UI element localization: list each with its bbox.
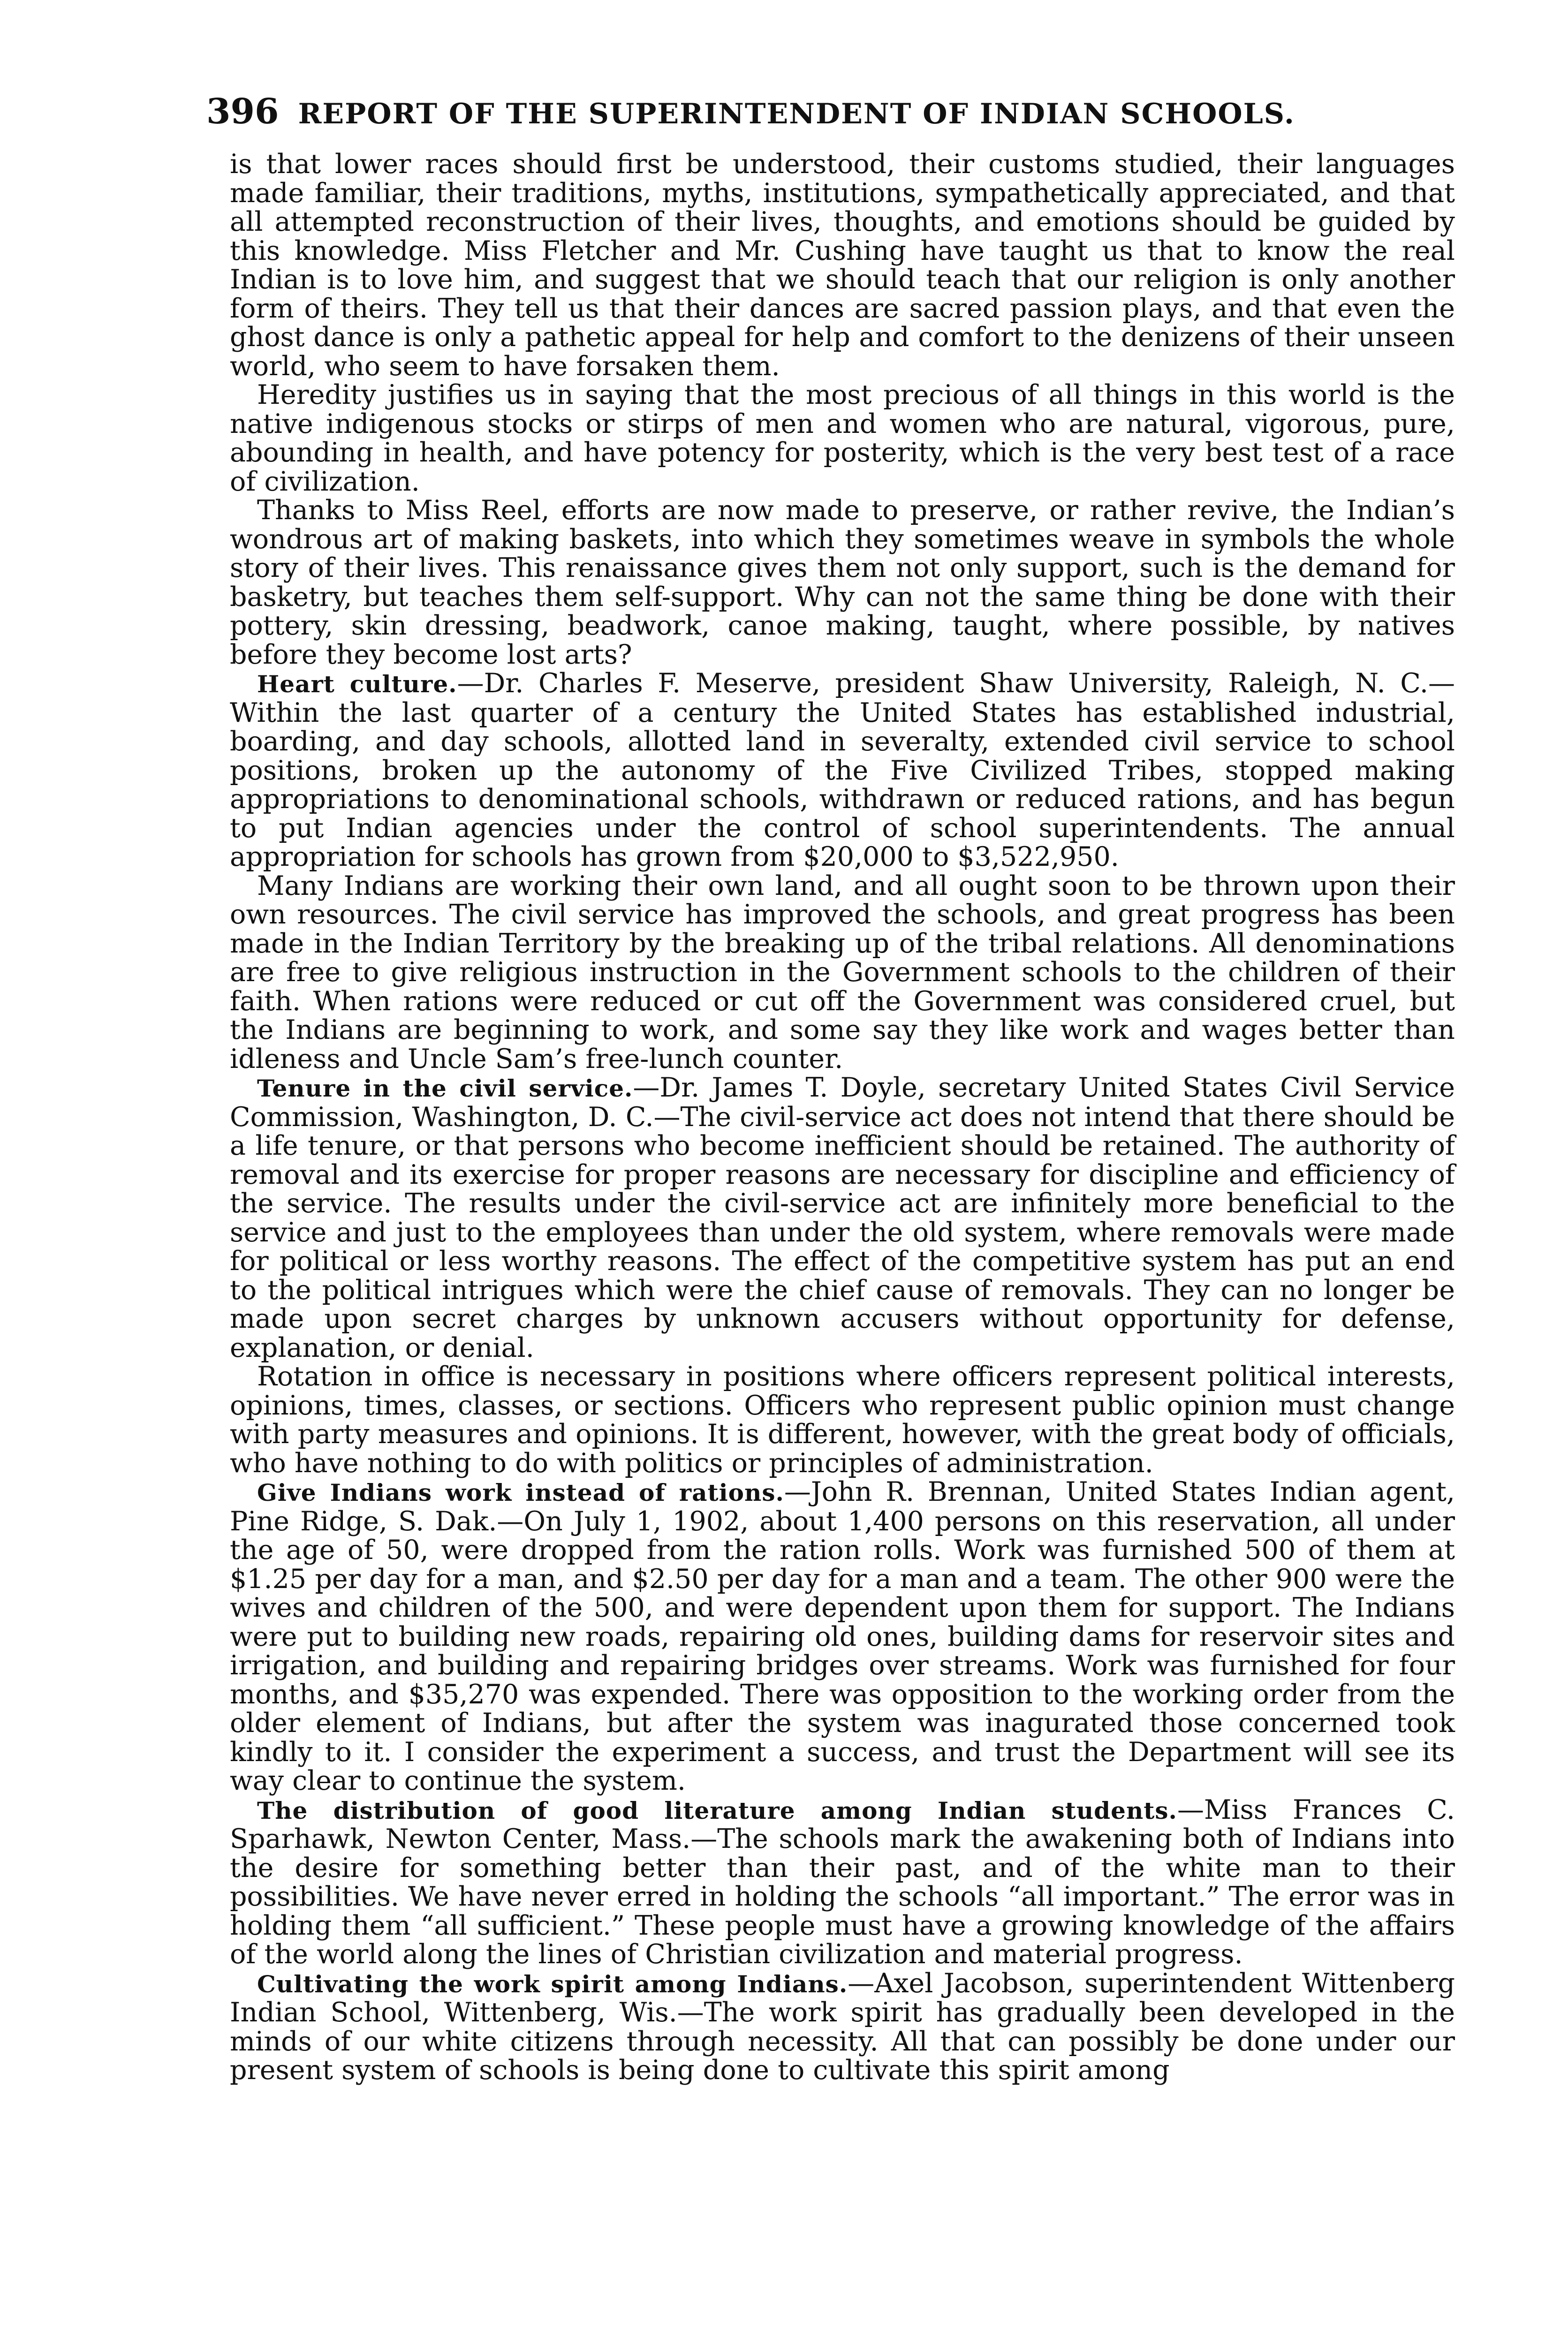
paragraph	[230, 381, 1455, 496]
paragraph-text: —Dr. James T. Doyle, secretary United States Civil Service Commission, Washington, D. C.—The civil-service act does not intend that there should be a life tenure, or that persons who become inefficient should be retained. The authority of removal and its exercise for proper reasons are necessary for discipline and efficiency of the service. The results under the civil-service act are infinitely more beneficial to the service and just to the employees than under the old system, where removals were made for political or less worthy reasons. The effect of the competitive system has put an end to the political intrigues which were the chief cause of removals. They can no longer be made upon secret charges by unknown accusers without opportunity for defense, explanation, or denial.	[230, 1072, 1455, 1363]
paragraph	[230, 1074, 1455, 1362]
section-lead: Tenure in the civil service.	[257, 1074, 633, 1102]
paragraph-text: is that lower races should first be understood, their customs studied, their languages made familiar, their traditions, myths, institutions, sympathetically appreciated, and that all attempted reconstruction of their lives, thoughts, and emotions should be guided by this knowledge. Miss Fletcher and Mr. Cushing have taught us that to know the real Indian is to love him, and suggest that we should teach that our religion is only another form of theirs. They tell us that their dances are sacred passion plays, and that even the ghost dance is only a pathetic appeal for help and comfort to the denizens of their unseen world, who seem to have forsaken them.	[230, 149, 1455, 382]
section-lead: Cultivating the work spirit among Indians.	[257, 1970, 848, 1998]
paragraph-text: Heredity justifies us in saying that the most precious of all things in this world is the native indigenous stocks or stirps of men and women who are natural, vigorous, pure, abounding in health, and have potency for posterity, which is the very best test of a race of civilization.	[230, 379, 1455, 497]
body-text	[230, 150, 1455, 2317]
section-lead: Give Indians work instead of rations.	[257, 1479, 784, 1506]
paragraph-text: —John R. Brennan, United States Indian agent, Pine Ridge, S. Dak.—On July 1, 1902, about 1,400 persons on this reservation, all under the age of 50, were dropped from the ration rolls. Work was furnished 500 of them at $1.25 per day for a man, and $2.50 per day for a man and a team. The other 900 were the wives and children of the 500, and were dependent upon them for support. The Indians were put to building new roads, repairing old ones, building dams for reservoir sites and irrigation, and building and repairing bridges over streams. Work was furnished for four months, and $35,270 was expended. There was opposition to the working order from the older element of Indians, but after the system was inagurated those concerned took kindly to it. I consider the experiment a success, and trust the Department will see its way clear to continue the system.	[230, 1476, 1455, 1796]
paragraph	[230, 1478, 1455, 1796]
section-lead: Heart culture.	[257, 670, 457, 698]
paragraph	[230, 1969, 1455, 2085]
paragraph-text: Rotation in office is necessary in positions where officers represent political interests, opinions, times, classes, or sections. Officers who represent public opinion must change with party measures and opinions. It is different, however, with the great body of officials, who have nothing to do with politics or principles of administration.	[230, 1361, 1455, 1479]
paragraph	[230, 496, 1455, 669]
paragraph	[230, 1362, 1455, 1478]
paragraph	[230, 150, 1455, 381]
paragraph-text: —Miss Frances C. Sparhawk, Newton Center, Mass.—The schools mark the awakening both of Indians into the desire for something better than their past, and of the white man to their possibilities. We have never erred in holding the schools “all important.” The error was in holding them “all sufficient.” These people must have a growing knowledge of the affairs of the world along the lines of Christian civilization and material progress.	[230, 1794, 1455, 1970]
paragraph	[230, 872, 1455, 1074]
paragraph-text: —Dr. Charles F. Meserve, president Shaw University, Raleigh, N. C.—Within the last quarter of a century the United States has established industrial, boarding, and day schools, allotted land in severalty, extended civil service to school positions, broken up the autonomy of the Five Civilized Tribes, stopped making appropriations to denominational schools, withdrawn or reduced rations, and has begun to put Indian agencies under the control of school superintendents. The annual appropriation for schools has grown from $20,000 to $3,522,950.	[230, 668, 1455, 872]
paragraph	[230, 669, 1455, 872]
paragraph-text: —Axel Jacobson, superintendent Wittenberg Indian School, Wittenberg, Wis.—The work spirit has gradually been developed in the minds of our white citizens through necessity. All that can possibly be done under our present system of schools is being done to cultivate this spirit among	[230, 1967, 1455, 2086]
paragraph	[230, 1796, 1455, 1969]
paragraph-text: Thanks to Miss Reel, efforts are now made to preserve, or rather revive, the Indian’s wondrous art of making baskets, into which they sometimes weave in symbols the whole story of their lives. This renaissance gives them not only support, such is the demand for basketry, but teaches them self-support. Why can not the same thing be done with their pottery, skin dressing, beadwork, canoe making, taught, where possible, by natives before they become lost arts?	[230, 495, 1455, 670]
page-number: 396	[206, 91, 279, 132]
running-head: REPORT OF THE SUPERINTENDENT OF INDIAN SCHOOLS.	[298, 98, 1295, 130]
section-lead: The distribution of good literature among Indian students.	[257, 1796, 1177, 1824]
paragraph-text: Many Indians are working their own land, and all ought soon to be thrown upon their own resources. The civil service has improved the schools, and great progress has been made in the Indian Territory by the breaking up of the tribal relations. All denominations are free to give religious instruction in the Government schools to the children of their faith. When rations were reduced or cut off the Government was considered cruel, but the Indians are beginning to work, and some say they like work and wages better than idleness and Uncle Sam’s free-lunch counter.	[230, 870, 1455, 1074]
page-header	[206, 91, 1426, 143]
